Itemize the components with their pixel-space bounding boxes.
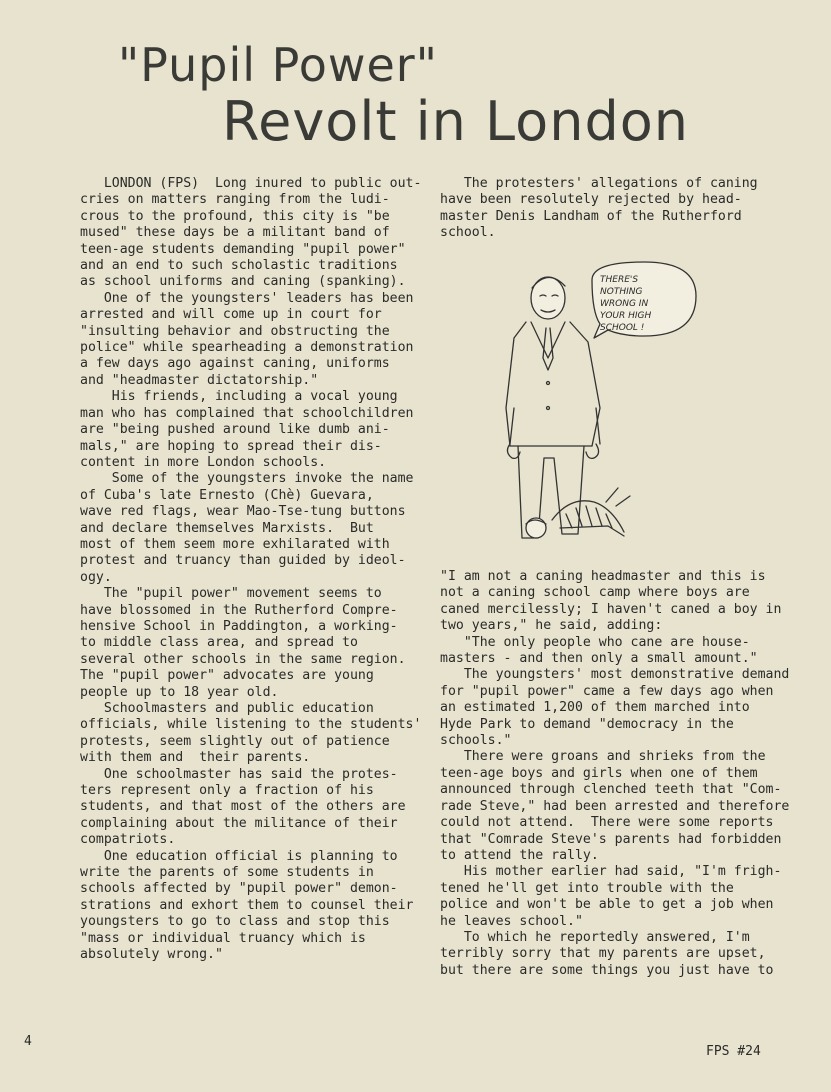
speech-line-3: WRONG IN [600, 299, 649, 309]
text-line: complaining about the militance of their [80, 815, 398, 831]
page-number: 4 [24, 1034, 32, 1049]
text-line: arrested and will come up in court for [80, 307, 382, 323]
text-line: an estimated 1,200 of them marched into [440, 700, 750, 716]
right-column-top [440, 176, 758, 242]
text-line: to middle class area, and spread to [80, 635, 358, 651]
text-line: LONDON (FPS) Long inured to public out- [80, 176, 422, 191]
text-line: content in more London schools. [80, 454, 327, 470]
text-line: absolutely wrong." [80, 947, 223, 963]
text-line: as school uniforms and caning (spanking). [80, 274, 406, 290]
text-line: compatriots. [80, 832, 176, 848]
text-line: "insulting behavior and obstructing the [80, 323, 390, 339]
text-line: hensive School in Paddington, a working- [80, 618, 398, 634]
text-line: "mass or individual truancy which is [80, 930, 366, 946]
text-line: mused" these days be a militant band of [80, 225, 390, 241]
text-line: "The only people who cane are house- [440, 634, 750, 650]
text-line: write the parents of some students in [80, 865, 374, 881]
text-line: There were groans and shrieks from the [440, 749, 766, 765]
text-line: One of the youngsters' leaders has been [80, 290, 414, 306]
text-line: ters represent only a fraction of his [80, 783, 374, 799]
text-line: students, and that most of the others are [80, 799, 406, 815]
text-line: One schoolmaster has said the protes- [80, 766, 398, 782]
text-line: and declare themselves Marxists. But [80, 520, 374, 536]
text-line: protest and truancy than guided by ideol- [80, 553, 406, 569]
right-column-bottom [440, 569, 789, 979]
text-line: schools." [440, 733, 512, 749]
text-line: cries on matters ranging from the ludi- [80, 192, 390, 208]
text-line: two years," he said, adding: [440, 618, 663, 634]
text-line: man who has complained that schoolchildren [80, 405, 414, 421]
text-line: terribly sorry that my parents are upset, [440, 946, 766, 962]
title-line-1: "Pupil Power" [118, 38, 438, 92]
text-line: His friends, including a vocal young [80, 389, 398, 405]
text-line: youngsters to go to class and stop this [80, 914, 390, 930]
text-line: but there are some things you just have to [440, 962, 774, 978]
text-line: ogy. [80, 569, 112, 585]
text-line: protests, seem slightly out of patience [80, 733, 390, 749]
text-line: masters - and then only a small amount." [440, 651, 758, 667]
headmaster-cartoon-illustration [496, 258, 706, 548]
text-line: most of them seem more exhilarated with [80, 536, 390, 552]
footer-issue: FPS #24 [706, 1044, 761, 1059]
text-line: a few days ago against caning, uniforms [80, 356, 390, 372]
text-line: are "being pushed around like dumb ani- [80, 422, 390, 438]
text-line: not a caning school camp where boys are [440, 585, 750, 601]
text-line: announced through clenched teeth that "Com- [440, 782, 782, 798]
text-line: people up to 18 year old. [80, 684, 279, 700]
text-line: Some of the youngsters invoke the name [80, 471, 414, 487]
text-line: rade Steve," had been arrested and therefore [440, 798, 790, 814]
speech-line-5: SCHOOL ! [600, 323, 645, 333]
text-line: strations and exhort them to counsel their [80, 897, 414, 913]
speech-line-2: NOTHING [600, 287, 643, 297]
text-line: have been resolutely rejected by head- [440, 192, 742, 208]
text-line: caned mercilessly; I haven't caned a boy in [440, 601, 782, 617]
text-line: The "pupil power" movement seems to [80, 586, 382, 602]
speech-line-4: YOUR HIGH [600, 311, 652, 321]
text-line: Schoolmasters and public education [80, 701, 374, 716]
text-line: To which he reportedly answered, I'm [440, 929, 750, 945]
text-line: His mother earlier had said, "I'm frigh- [440, 864, 782, 880]
text-line: school. [440, 225, 496, 241]
text-line: The "pupil power" advocates are young [80, 668, 374, 684]
text-line: of Cuba's late Ernesto (Chè) Guevara, [80, 487, 374, 503]
text-line: teen-age students demanding "pupil power" [80, 241, 406, 257]
text-line: The youngsters' most demonstrative demand [440, 667, 790, 683]
text-line: Hyde Park to demand "democracy in the [440, 716, 734, 732]
text-line: to attend the rally. [440, 847, 599, 863]
text-line: master Denis Landham of the Rutherford [440, 208, 742, 224]
text-line: tened he'll get into trouble with the [440, 880, 734, 896]
text-line: mals," are hoping to spread their dis- [80, 438, 382, 454]
text-line: The protesters' allegations of caning [440, 176, 758, 191]
text-line: wave red flags, wear Mao-Tse-tung buttons [80, 504, 406, 520]
text-line: "I am not a caning headmaster and this is [440, 569, 766, 584]
text-line: with them and their parents. [80, 750, 311, 766]
text-line: One education official is planning to [80, 848, 398, 864]
text-line: several other schools in the same region. [80, 651, 406, 667]
title-line-2: Revolt in London [222, 90, 689, 153]
text-line: he leaves school." [440, 913, 583, 929]
text-line: officials, while listening to the students' [80, 717, 422, 733]
speech-line-1: THERE'S [600, 275, 639, 285]
text-line: for "pupil power" came a few days ago when [440, 683, 774, 699]
text-line: have blossomed in the Rutherford Compre- [80, 602, 398, 618]
text-line: teen-age boys and girls when one of them [440, 765, 758, 781]
text-line: police and won't be able to get a job when [440, 897, 774, 913]
text-line: could not attend. There were some reports [440, 815, 774, 831]
text-line: crous to the profound, this city is "be [80, 208, 390, 224]
left-column [80, 176, 421, 964]
text-line: and "headmaster dictatorship." [80, 372, 319, 388]
text-line: and an end to such scholastic traditions [80, 258, 398, 274]
text-line: police" while spearheading a demonstration [80, 340, 414, 356]
text-line: that "Comrade Steve's parents had forbidden [440, 831, 782, 847]
text-line: schools affected by "pupil power" demon- [80, 881, 398, 897]
